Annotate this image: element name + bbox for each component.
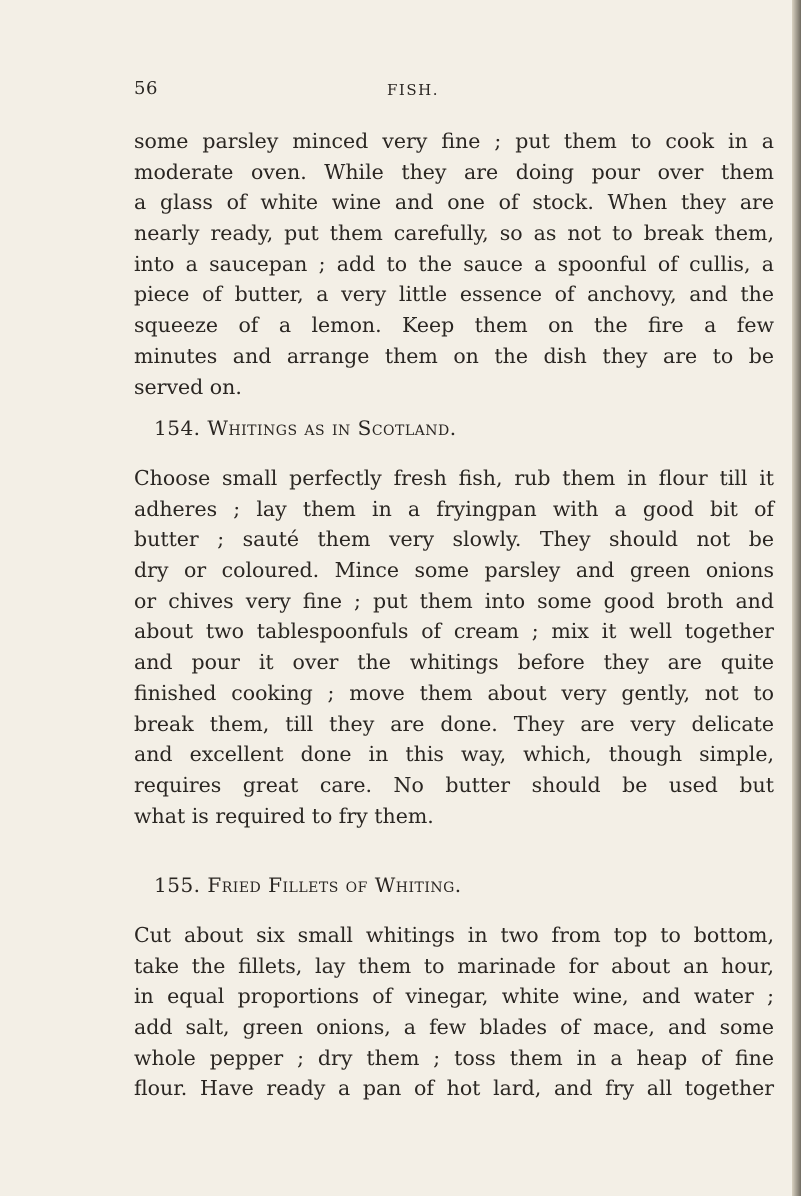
running-head: FISH. [387,81,439,99]
text-line: some parsley minced very fine ; put them to cook in a [134,129,774,153]
text-line: and pour it over the whitings before they are quite [134,650,774,675]
text-line: served on. [134,374,242,399]
page-number: 56 [134,78,158,99]
text-line: squeeze of a lemon. Keep them on the fire a few [134,313,774,338]
text-line: about two tablespoonfuls of cream ; mix it well together [134,619,774,644]
text-line: in equal proportions of vinegar, white wine, and water ; [134,984,774,1009]
text-line: take the fillets, lay them to marinade for about an hour, [134,953,774,978]
page-header [0,78,801,108]
continued-paragraph [134,126,774,402]
text-line: butter ; sauté them very slowly. They should not be [134,527,774,552]
text-line: what is required to fry them. [134,803,434,828]
text-line: and excellent done in this way, which, though simple, [134,742,774,767]
text-line: Cut about six small whitings in two from top to bottom, [134,923,774,947]
text-line: finished cooking ; move them about very gently, not to [134,680,774,705]
recipe-154-body [134,463,774,831]
text-line: whole pepper ; dry them ; toss them in a heap of fine [134,1045,774,1070]
text-line: adheres ; lay them in a fryingpan with a good bit of [134,496,774,521]
text-line: nearly ready, put them carefully, so as not to break them, [134,221,774,246]
text-line: Choose small perfectly fresh fish, rub them in flour till it [134,466,774,490]
text-line: into a saucepan ; add to the sauce a spoonful of cullis, a [134,251,774,276]
page-edge [792,0,801,1196]
text-line: add salt, green onions, a few blades of mace, and some [134,1015,774,1040]
recipe-154-heading: 154. Whitings as in Scotland. [154,416,457,440]
text-line: flour. Have ready a pan of hot lard, and fry all together [134,1076,774,1101]
recipe-155-body [134,920,774,1104]
text-line: break them, till they are done. They are very delicate [134,711,774,736]
text-line: piece of butter, a very little essence of anchovy, and the [134,282,774,307]
text-line: moderate oven. While they are doing pour over them [134,159,774,184]
text-line: dry or coloured. Mince some parsley and green onions [134,558,774,583]
text-line: a glass of white wine and one of stock. When they are [134,190,774,215]
text-line: minutes and arrange them on the dish they are to be [134,343,774,368]
text-line: requires great care. No butter should be used but [134,772,774,797]
recipe-155-heading: 155. Fried Fillets of Whiting. [154,873,462,897]
text-line: or chives very fine ; put them into some good broth and [134,588,774,613]
